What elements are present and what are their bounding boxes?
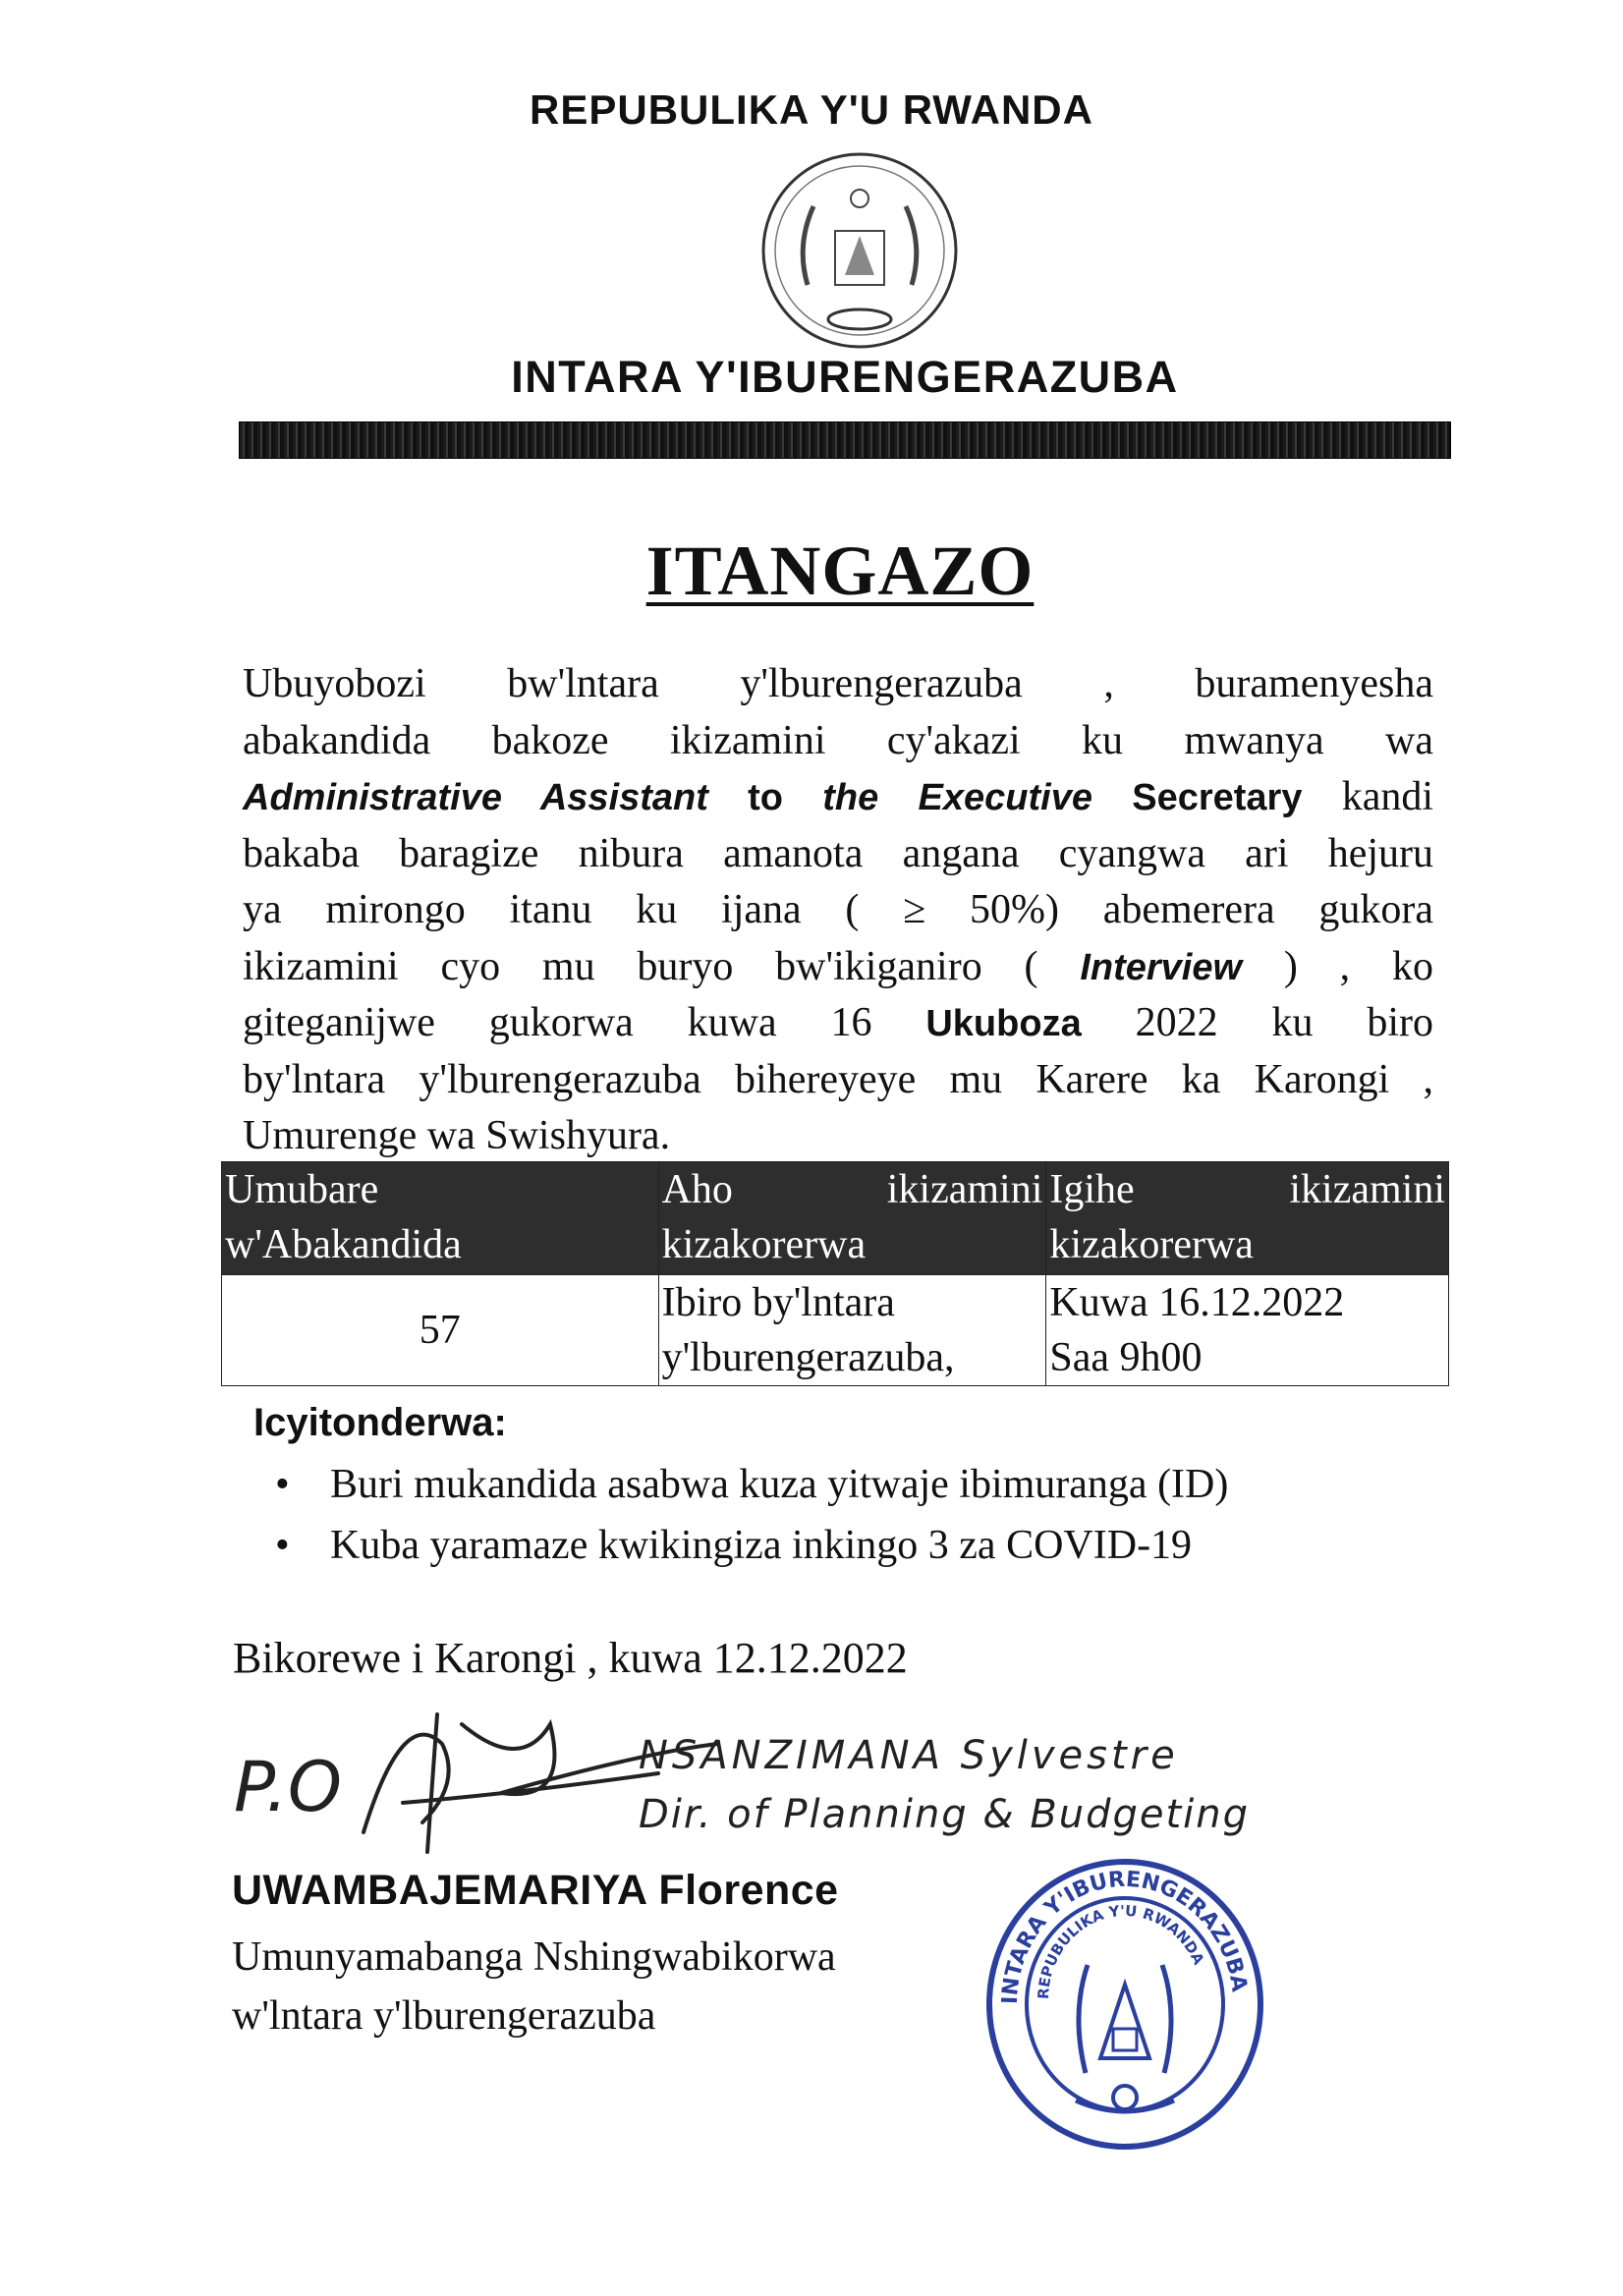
list-item: • Buri mukandida asabwa kuza yitwaje ibimuranga (ID): [275, 1462, 1229, 1507]
header-divider: [239, 421, 1451, 459]
body-line: Ubuyobozi bw'lntara y'lburengerazuba , buramenyesha: [243, 661, 1433, 706]
stamp-inner-text: REPUBULIKA Y'U RWANDA: [1034, 1901, 1208, 2000]
notes-list: [275, 1454, 1228, 1576]
handwritten-role: Dir. of Planning & Budgeting: [639, 1792, 1251, 1837]
exam-schedule-table: [221, 1161, 1449, 1386]
signatory-name: UWAMBAJEMARIYA Florence: [232, 1867, 839, 1914]
body-line: ya mirongo itanu ku ijana ( ≥ 50%) abemerera gukora: [243, 887, 1433, 932]
table-header-cell: Umubare w'Abakandida: [222, 1162, 659, 1275]
body-line: giteganijwe gukorwa kuwa 16 Ukuboza 2022 ku biro: [243, 1000, 1433, 1045]
official-stamp-icon: [978, 1837, 1272, 2152]
announcement-body: [243, 656, 1433, 1165]
table-header-row: [222, 1162, 1449, 1275]
body-line: ikizamini cyo mu buryo bw'ikiganiro ( Interview ) , ko: [243, 943, 1433, 989]
list-item: • Kuba yaramaze kwikingiza inkingo 3 za COVID-19: [275, 1523, 1193, 1568]
document-title: ITANGAZO: [645, 532, 1035, 610]
handwritten-po: P.O: [234, 1747, 342, 1827]
notes-title: Icyitonderwa:: [253, 1401, 507, 1444]
table-header-cell: Igihe ikizamini kizakorerwa: [1046, 1162, 1449, 1275]
country-heading: REPUBULIKA Y'U RWANDA: [530, 86, 1093, 133]
candidate-count-cell: 57: [222, 1275, 659, 1386]
body-line: by'lntara y'lburengerazuba bihereyeye mu Karere ka Karongi ,: [243, 1056, 1433, 1102]
stamp-ring-text: INTARA Y'IBURENGERAZUBA: [997, 1867, 1252, 2005]
body-line: Administrative Assistant to the Executive Secretary kandi: [243, 774, 1434, 819]
handwritten-name: NSANZIMANA Sylvestre: [639, 1733, 1179, 1778]
exam-place-cell: Ibiro by'lntara y'lburengerazuba,: [658, 1275, 1046, 1386]
place-and-date: Bikorewe i Karongi , kuwa 12.12.2022: [233, 1634, 908, 1682]
signatory-role: Umunyamabanga Nshingwabikorwa w'lntara y'lburengerazuba: [232, 1934, 836, 2039]
province-heading: INTARA Y'IBURENGERAZUBA: [511, 352, 1179, 402]
body-line: abakandida bakoze ikizamini cy'akazi ku mwanya wa: [243, 717, 1433, 763]
table-header-cell: Aho ikizamini kizakorerwa: [658, 1162, 1046, 1275]
exam-time-cell: Kuwa 16.12.2022 Saa 9h00: [1046, 1275, 1449, 1386]
national-emblem-icon: [756, 138, 963, 364]
table-row: [222, 1275, 1449, 1386]
body-line: bakaba baragize nibura amanota angana cyangwa ari hejuru: [243, 830, 1433, 876]
body-line: Umurenge wa Swishyura.: [243, 1113, 671, 1158]
